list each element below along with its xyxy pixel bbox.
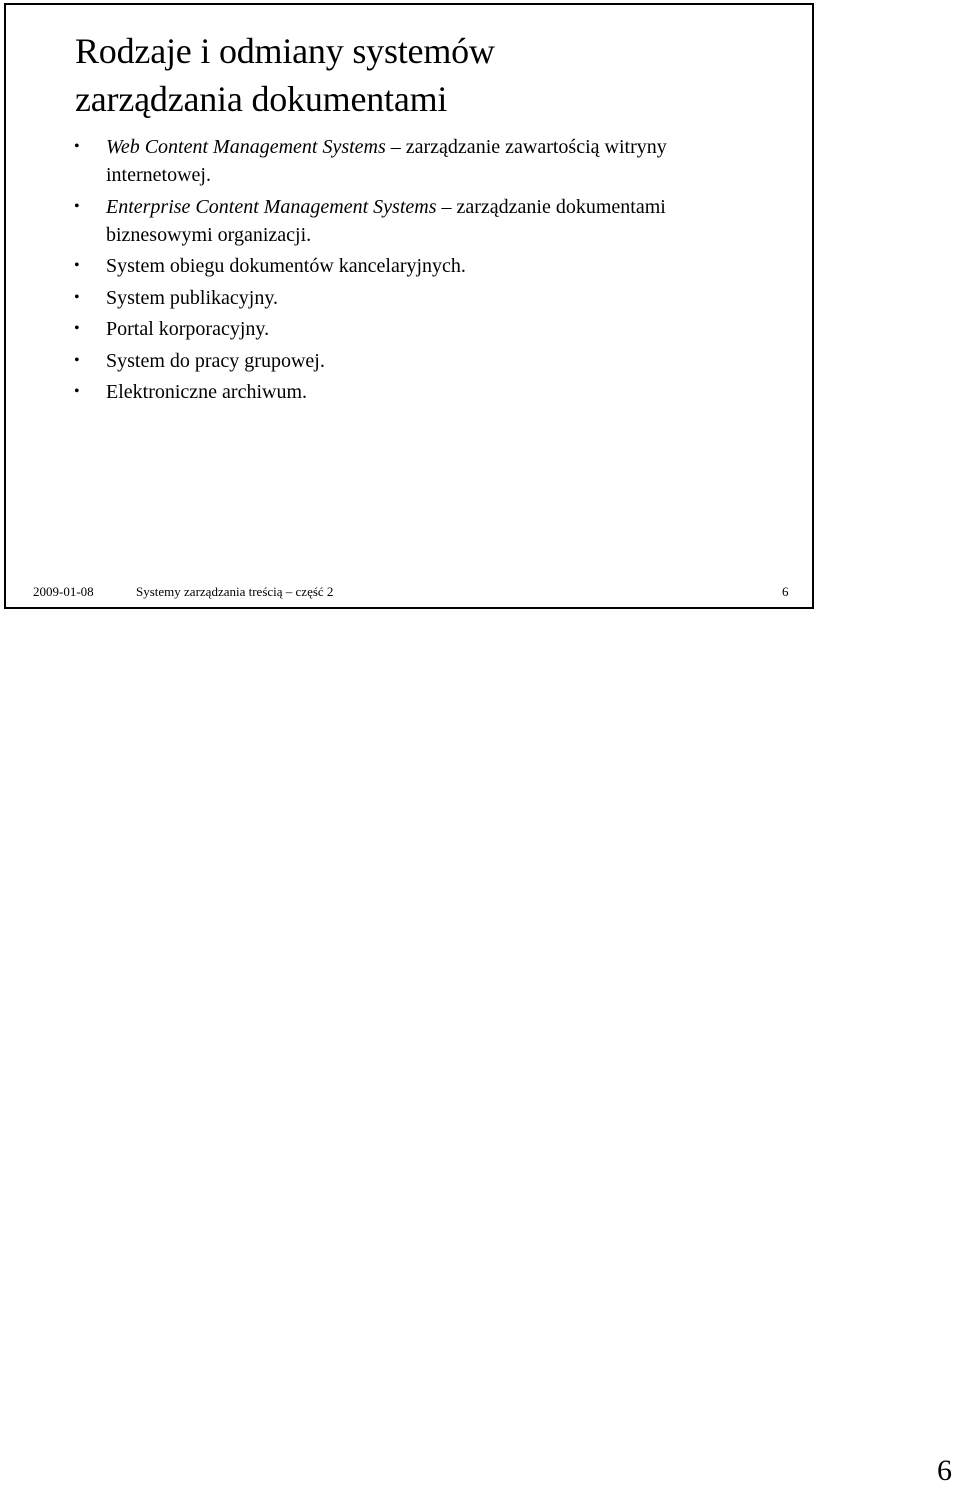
bullet-dot-icon: • xyxy=(74,320,80,337)
bullet-item xyxy=(74,347,774,375)
bullet-dot-icon: • xyxy=(74,288,80,306)
bullet-item xyxy=(74,193,774,249)
bullet-item xyxy=(74,133,774,189)
bullet-text: Portal korporacyjny. xyxy=(106,318,270,340)
bullet-dot-icon: • xyxy=(74,257,80,274)
slide-title xyxy=(75,27,495,123)
page-number: 6 xyxy=(937,1454,952,1487)
bullet-dot-icon: • xyxy=(74,351,80,369)
slide-frame xyxy=(4,3,814,609)
bullet-item xyxy=(74,378,774,406)
bullet-text: Elektroniczne archiwum. xyxy=(106,381,308,403)
bullet-dot-icon: • xyxy=(74,383,80,400)
bullet-text: System obiegu dokumentów kancelaryjnych. xyxy=(106,255,466,277)
bullet-item xyxy=(74,252,774,280)
bullet-text: – zarządzanie zawartością witryny internetowej. xyxy=(106,136,667,186)
bullet-item xyxy=(74,284,774,312)
bullet-list xyxy=(74,133,774,410)
bullet-text: System publikacyjny. xyxy=(106,286,279,309)
footer-slide-number: 6 xyxy=(782,584,789,599)
bullet-dot-icon: • xyxy=(74,197,80,215)
slide-title-line-1: Rodzaje i odmiany systemów xyxy=(75,31,495,71)
bullet-item xyxy=(74,315,774,343)
bullet-text: System do pracy grupowej. xyxy=(106,349,325,372)
bullet-term: Enterprise Content Management Systems xyxy=(106,195,437,218)
bullet-term: Web Content Management Systems xyxy=(106,136,386,158)
slide-title-line-2: zarządzania dokumentami xyxy=(75,79,448,119)
footer-title: Systemy zarządzania treścią – część 2 xyxy=(136,584,334,599)
footer-date: 2009-01-08 xyxy=(33,584,94,599)
bullet-text: – zarządzanie dokumentami biznesowymi organizacji. xyxy=(106,195,666,246)
bullet-dot-icon: • xyxy=(74,138,80,155)
